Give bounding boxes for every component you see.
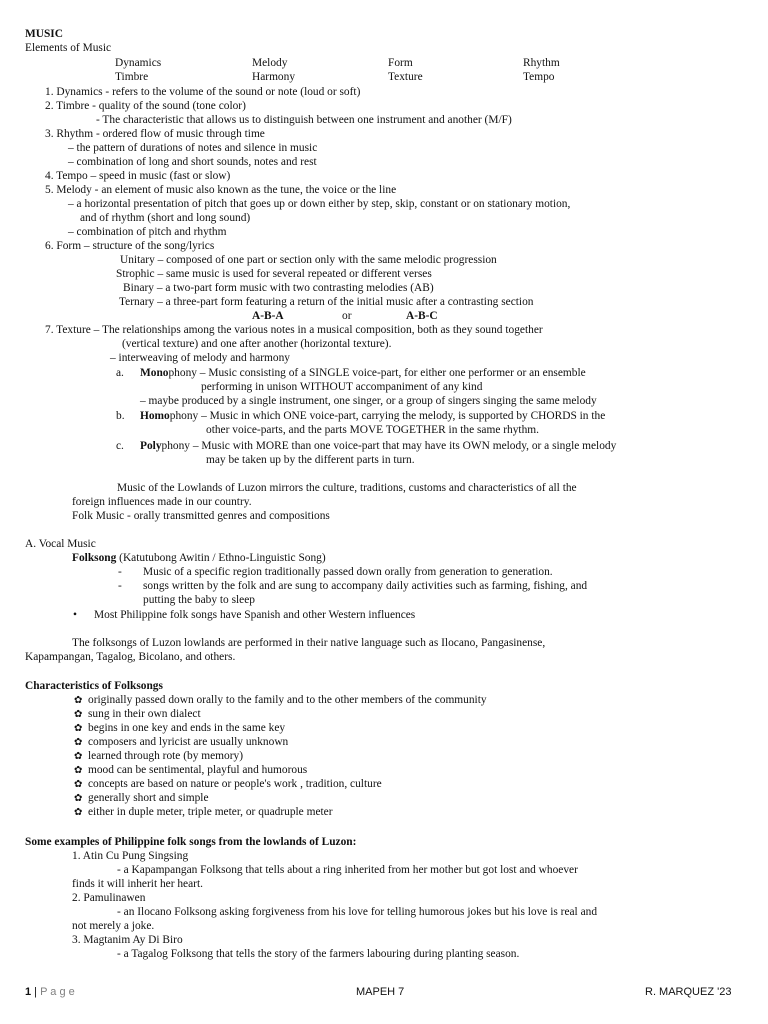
characteristic-item: ✿ originally passed down orally to the family and to the other members of the community	[74, 694, 487, 706]
example-line: 3. Magtanim Ay Di Biro	[72, 934, 183, 946]
lowlands-line: Music of the Lowlands of Luzon mirrors the culture, traditions, customs and characteristics of all the	[117, 482, 577, 494]
characteristic-item: ✿ generally short and simple	[74, 792, 209, 804]
element-cell: Melody	[252, 57, 288, 69]
flower-icon: ✿	[74, 751, 83, 762]
def-line: – the pattern of durations of notes and silence in music	[68, 142, 318, 154]
flower-icon: ✿	[74, 793, 83, 804]
example-line: - a Tagalog Folksong that tells the story of the farmers labouring during planting season.	[117, 948, 520, 960]
form-abc: A-B-C	[406, 310, 438, 322]
flower-icon: ✿	[74, 723, 83, 734]
def-line: 3. Rhythm - ordered flow of music through time	[45, 128, 265, 140]
homophony-term: Homo	[140, 410, 170, 422]
doc-title: MUSIC	[25, 28, 63, 40]
bullet-mark: •	[73, 609, 77, 621]
example-line: 1. Atin Cu Pung Singsing	[72, 850, 189, 862]
page-word: P a g e	[40, 986, 75, 998]
flower-icon: ✿	[74, 807, 83, 818]
folksong-term: Folksong	[72, 552, 117, 564]
lowlands-line: foreign influences made in our country.	[72, 496, 252, 508]
characteristic-item: ✿ learned through rote (by memory)	[74, 750, 243, 762]
def-line: – combination of pitch and rhythm	[68, 226, 227, 238]
texture-line: – interweaving of melody and harmony	[110, 352, 290, 364]
element-cell: Form	[388, 57, 413, 69]
monophony-line: performing in unison WITHOUT accompaniment of any kind	[201, 381, 483, 393]
example-line: not merely a joke.	[72, 920, 155, 932]
texture-line: 7. Texture – The relationships among the various notes in a musical composition, both as they sound together	[45, 324, 543, 336]
characteristic-item: ✿ mood can be sentimental, playful and humorous	[74, 764, 308, 776]
def-line: – combination of long and short sounds, notes and rest	[68, 156, 317, 168]
characteristic-item: ✿ composers and lyricist are usually unknown	[74, 736, 289, 748]
characteristic-item: ✿ either in duple meter, triple meter, or quadruple meter	[74, 806, 333, 818]
flower-icon: ✿	[74, 737, 83, 748]
monophony-term: Mono	[140, 367, 169, 379]
list-letter: b.	[116, 410, 125, 422]
def-line: – a horizontal presentation of pitch that goes up or down either by step, skip, constant or on stationary motion,	[68, 198, 571, 210]
list-letter: c.	[116, 440, 124, 452]
monophony-line: – maybe produced by a single instrument, one singer, or a group of singers singing the same melody	[140, 395, 597, 407]
example-line: - a Kapampangan Folksong that tells about a ring inherited from her mother but got lost and whoever	[117, 864, 578, 876]
dash-mark: -	[118, 566, 122, 578]
characteristic-item: ✿ begins in one key and ends in the same key	[74, 722, 286, 734]
dash-mark: -	[118, 580, 122, 592]
flower-icon: ✿	[74, 695, 83, 706]
def-line: Binary – a two-part form music with two contrasting melodies (AB)	[123, 282, 434, 294]
element-cell: Harmony	[252, 71, 296, 83]
section-heading: A. Vocal Music	[25, 538, 96, 550]
list-letter: a.	[116, 367, 124, 379]
example-line: 2. Pamulinawen	[72, 892, 146, 904]
footer-center: MAPEH 7	[356, 986, 405, 998]
native-para-line: Kapampangan, Tagalog, Bicolano, and others.	[25, 651, 236, 663]
form-or: or	[342, 310, 352, 322]
doc-subtitle: Elements of Music	[25, 42, 112, 54]
form-aba: A-B-A	[252, 310, 284, 322]
polyphony-line: may be taken up by the different parts in turn.	[206, 454, 415, 466]
example-line: finds it will inherit her heart.	[72, 878, 203, 890]
dash-item: songs written by the folk and are sung to accompany daily activities such as farming, fishing, and	[143, 580, 588, 592]
def-line: 5. Melody - an element of music also known as the tune, the voice or the line	[45, 184, 397, 196]
folksong-line: Folksong (Katutubong Awitin / Ethno-Linguistic Song)	[72, 552, 326, 564]
flower-icon: ✿	[74, 779, 83, 790]
texture-line: (vertical texture) and one after another (horizontal texture).	[122, 338, 392, 350]
bullet-item: Most Philippine folk songs have Spanish and other Western influences	[94, 609, 416, 621]
element-cell: Texture	[388, 71, 423, 83]
characteristics-heading: Characteristics of Folksongs	[25, 680, 163, 692]
def-line: Strophic – same music is used for several repeated or different verses	[116, 268, 432, 280]
element-cell: Dynamics	[115, 57, 162, 69]
dash-item: putting the baby to sleep	[143, 594, 255, 606]
def-line: 2. Timbre - quality of the sound (tone color)	[45, 100, 246, 112]
def-line: - The characteristic that allows us to distinguish between one instrument and another (M/F)	[96, 114, 512, 126]
page-number: 1	[25, 986, 32, 998]
examples-heading: Some examples of Philippine folk songs from the lowlands of Luzon:	[25, 836, 357, 848]
polyphony-term: Poly	[140, 440, 162, 452]
footer-right: R. MARQUEZ '23	[645, 986, 732, 998]
polyphony-line: Polyphony – Music with MORE than one voice-part that may have its OWN melody, or a single melody	[140, 440, 617, 452]
def-line: Unitary – composed of one part or section only with the same melodic progression	[120, 254, 497, 266]
flower-icon: ✿	[74, 709, 83, 720]
element-cell: Tempo	[523, 71, 555, 83]
element-cell: Rhythm	[523, 57, 560, 69]
def-line: Ternary – a three-part form featuring a return of the initial music after a contrasting section	[119, 296, 534, 308]
element-cell: Timbre	[115, 71, 149, 83]
homophony-line: Homophony – Music in which ONE voice-part, carrying the melody, is supported by CHORDS in the	[140, 410, 606, 422]
lowlands-line: Folk Music - orally transmitted genres and compositions	[72, 510, 330, 522]
example-line: - an Ilocano Folksong asking forgiveness from his love for telling humorous jokes but his love is real and	[117, 906, 598, 918]
monophony-line: Monophony – Music consisting of a SINGLE voice-part, for either one performer or an ensemble	[140, 367, 586, 379]
footer-page-label: 1 | P a g e	[25, 986, 75, 998]
characteristic-item: ✿ sung in their own dialect	[74, 708, 201, 720]
characteristic-item: ✿ concepts are based on nature or people's work , tradition, culture	[74, 778, 382, 790]
def-line: 1. Dynamics - refers to the volume of the sound or note (loud or soft)	[45, 86, 361, 98]
def-line: 6. Form – structure of the song/lyrics	[45, 240, 215, 252]
def-line: 4. Tempo – speed in music (fast or slow)	[45, 170, 231, 182]
native-para-line: The folksongs of Luzon lowlands are performed in their native language such as Ilocano, Pangasinense,	[72, 637, 546, 649]
flower-icon: ✿	[74, 765, 83, 776]
def-line: and of rhythm (short and long sound)	[80, 212, 251, 224]
dash-item: Music of a specific region traditionally passed down orally from generation to generation.	[143, 566, 553, 578]
homophony-line: other voice-parts, and the parts MOVE TOGETHER in the same rhythm.	[206, 424, 539, 436]
